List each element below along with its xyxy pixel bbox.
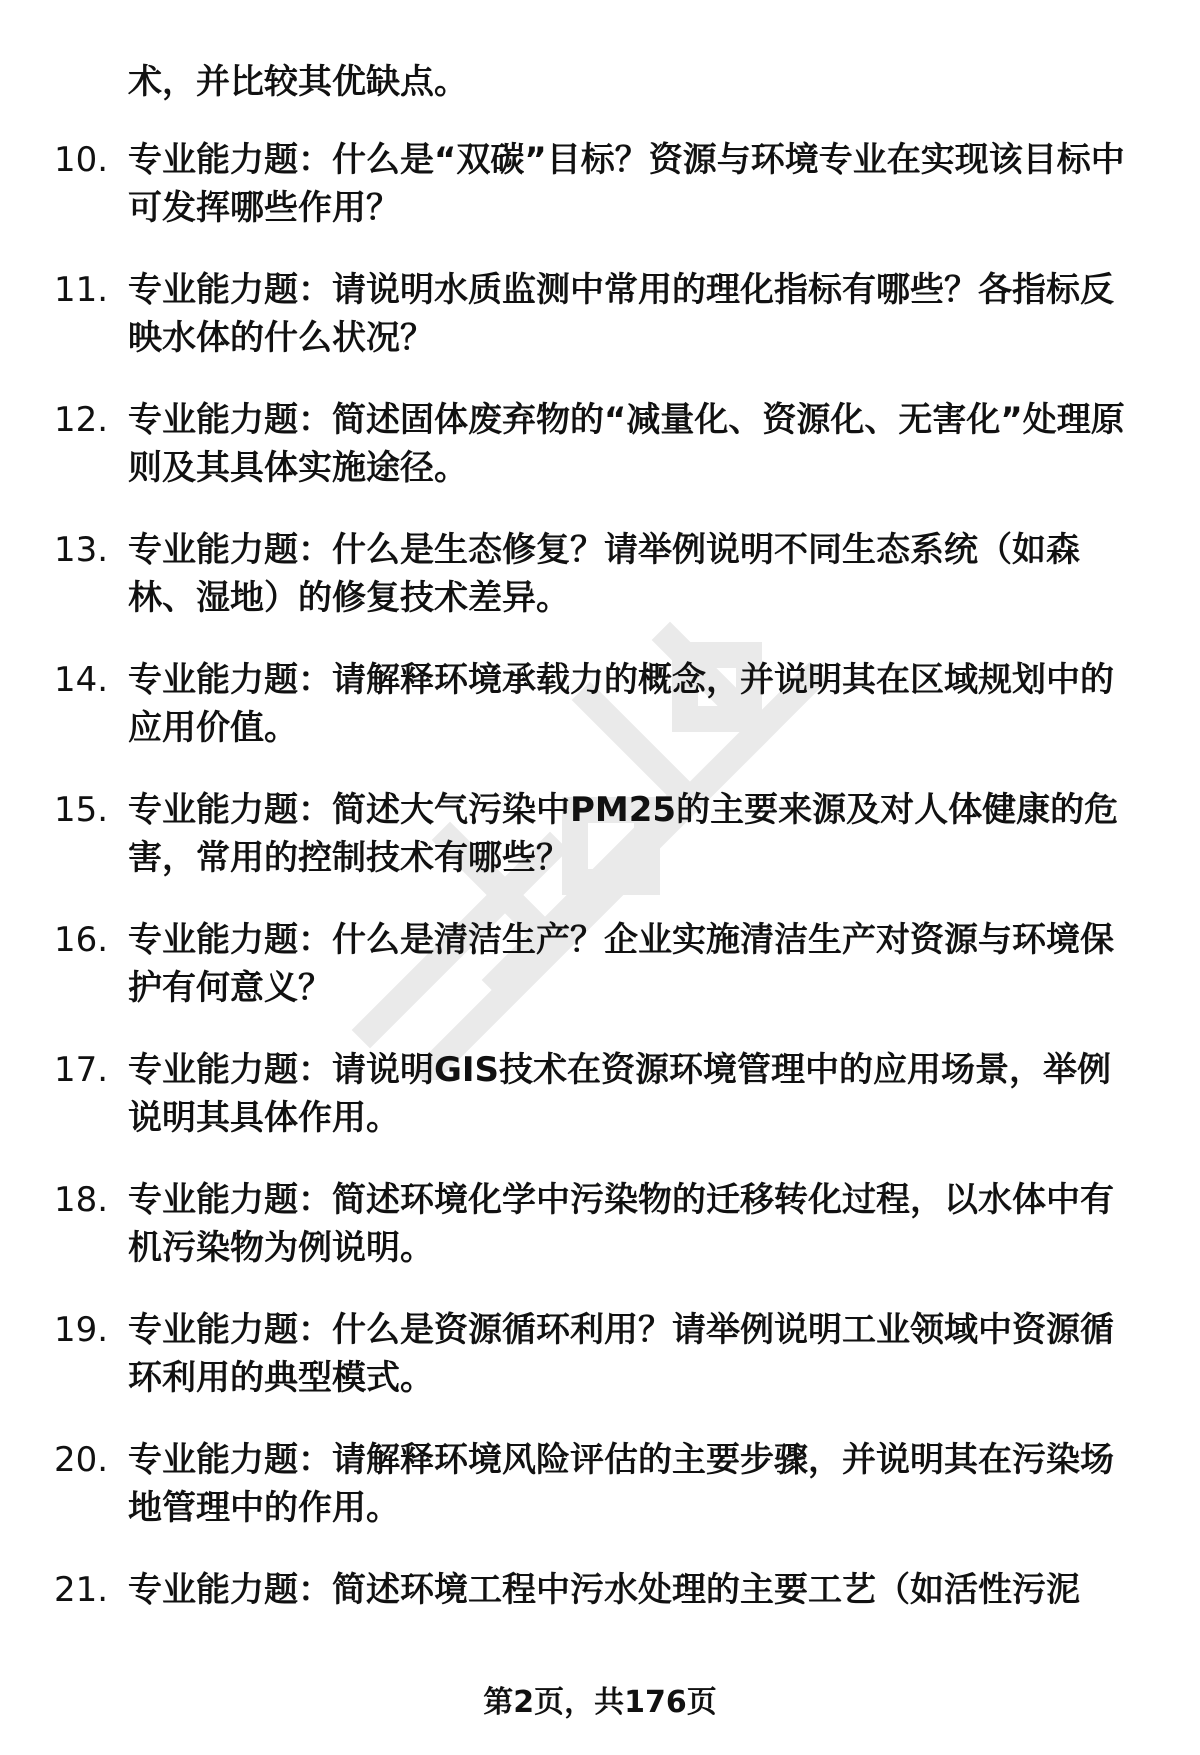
question-item [0, 266, 1200, 396]
question-item [0, 1436, 1200, 1566]
question-text: 专业能力题：请解释环境承载力的概念，并说明其在区域规划中的应用价值。 [128, 660, 1114, 748]
question-text: 专业能力题：请解释环境风险评估的主要步骤，并说明其在污染场地管理中的作用。 [128, 1440, 1114, 1528]
question-text: 专业能力题：什么是“双碳”目标？资源与环境专业在实现该目标中可发挥哪些作用？ [128, 140, 1125, 228]
question-text: 专业能力题：请说明水质监测中常用的理化指标有哪些？各指标反映水体的什么状况？ [128, 270, 1114, 358]
question-number: 13. [54, 530, 109, 570]
question-item [0, 786, 1200, 916]
question-text: 专业能力题：什么是资源循环利用？请举例说明工业领域中资源循环利用的典型模式。 [128, 1310, 1114, 1398]
question-text: 专业能力题：简述环境工程中污水处理的主要工艺（如活性污泥 [128, 1570, 1080, 1610]
question-item [0, 396, 1200, 526]
question-text: 专业能力题：简述环境化学中污染物的迁移转化过程，以水体中有机污染物为例说明。 [128, 1180, 1114, 1268]
question-item [0, 136, 1200, 266]
question-item [0, 656, 1200, 786]
question-item [0, 1176, 1200, 1306]
question-number: 18. [54, 1180, 109, 1220]
question-text: 专业能力题：简述固体废弃物的“减量化、资源化、无害化”处理原则及其具体实施途径。 [128, 400, 1125, 488]
question-item [0, 1566, 1200, 1696]
question-number: 16. [54, 920, 109, 960]
question-text: 专业能力题：什么是清洁生产？企业实施清洁生产对资源与环境保护有何意义？ [128, 920, 1114, 1008]
question-item [0, 1306, 1200, 1436]
question-number: 17. [54, 1050, 109, 1090]
question-number: 10. [54, 140, 109, 180]
question-number: 15. [54, 790, 109, 830]
page-number-footer: 第2页，共176页 [483, 1685, 717, 1720]
question-number: 19. [54, 1310, 109, 1350]
question-item [0, 916, 1200, 1046]
question-item [0, 1046, 1200, 1176]
question-number: 11. [54, 270, 109, 310]
question-text: 专业能力题：请说明GIS技术在资源环境管理中的应用场景，举例说明其具体作用。 [128, 1050, 1112, 1138]
question-number: 14. [54, 660, 109, 700]
question-list [0, 136, 1200, 1696]
question-text: 专业能力题：什么是生态修复？请举例说明不同生态系统（如森林、湿地）的修复技术差异。 [128, 530, 1080, 618]
question-item [0, 526, 1200, 656]
continued-question-text: 术，并比较其优缺点。 [128, 62, 468, 102]
question-number: 20. [54, 1440, 109, 1480]
question-number: 21. [54, 1570, 109, 1610]
question-text: 专业能力题：简述大气污染中PM25的主要来源及对人体健康的危害，常用的控制技术有哪些？ [128, 790, 1119, 878]
question-number: 12. [54, 400, 109, 440]
